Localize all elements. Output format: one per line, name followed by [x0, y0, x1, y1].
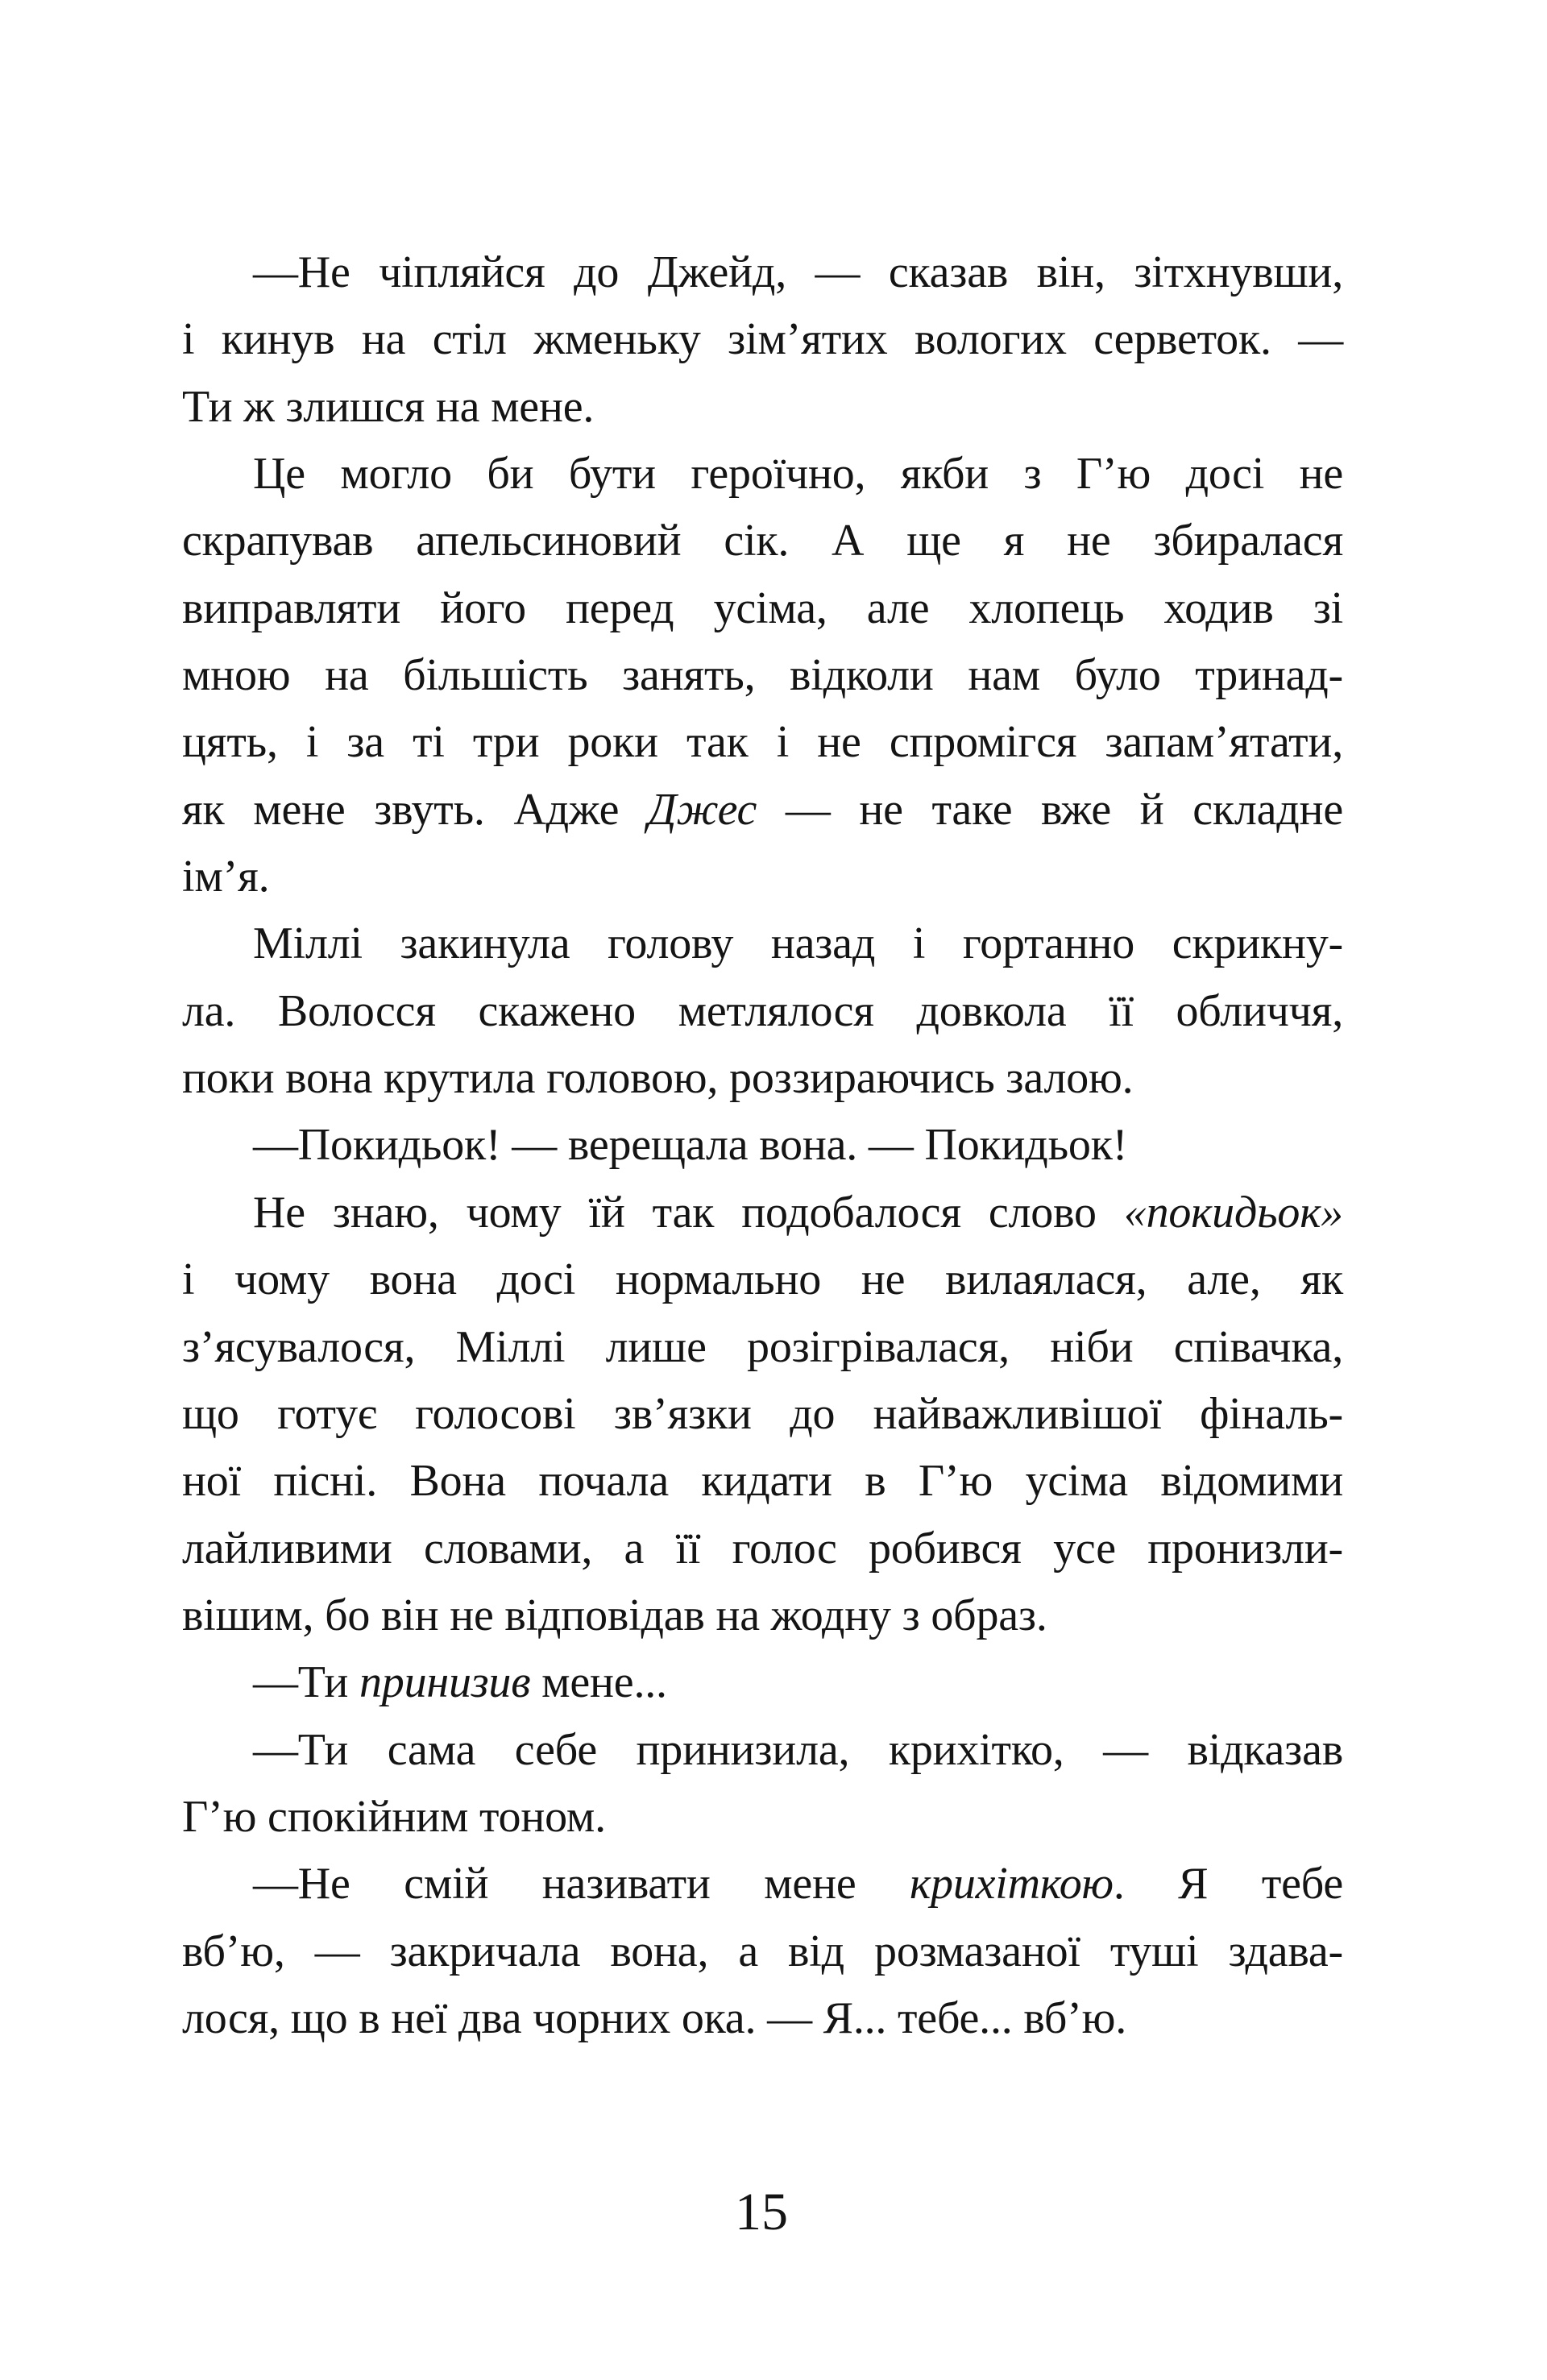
text-segment: вішим, бо він не відповідав на жодну з образ. [182, 1590, 1047, 1640]
text-line [182, 1717, 1343, 1784]
text-segment: скрапував апельсиновий сік. А ще я не збиралася [182, 516, 1343, 566]
text-segment: — не таке вже й складне [757, 784, 1343, 835]
text-line [182, 306, 1343, 373]
text-line [182, 1045, 1343, 1112]
text-segment: Г’ю спокійним тоном. [182, 1791, 606, 1842]
text-segment: як мене звуть. Адже [182, 784, 649, 835]
text-segment: —Ти [253, 1657, 359, 1708]
text-line [182, 1448, 1343, 1515]
text-line [182, 1582, 1343, 1649]
text-segment: Це могло би бути героїчно, якби з Г’ю досі не [253, 449, 1343, 500]
text-segment: —Покидьок! — верещала вона. — Покидьок! [253, 1120, 1128, 1171]
text-line [182, 1515, 1343, 1582]
text-line [182, 1112, 1343, 1179]
text-line [182, 1246, 1343, 1313]
text-line [182, 1381, 1343, 1448]
text-line [182, 910, 1343, 977]
text-segment: Не знаю, чому їй так подобалося слово [253, 1187, 1124, 1238]
text-segment: поки вона крутила головою, роззираючись залою. [182, 1053, 1134, 1104]
text-line [182, 1784, 1343, 1851]
text-segment: що готує голосові зв’язки до найважливішої фіналь- [182, 1388, 1343, 1439]
text-segment: —Не смій називати мене [253, 1859, 910, 1909]
text-line [182, 1180, 1343, 1246]
text-segment: ла. Волосся скажено метлялося довкола її обличчя, [182, 985, 1343, 1036]
text-line [182, 1918, 1343, 1985]
italic-text: принизив [359, 1657, 531, 1708]
text-line [182, 844, 1343, 910]
text-segment: —Ти сама себе принизила, крихітко, — відказав [253, 1724, 1343, 1775]
text-line [182, 575, 1343, 642]
text-line [182, 978, 1343, 1045]
body-text [182, 239, 1343, 2052]
text-line [182, 1851, 1343, 1918]
text-segment: виправляти його перед усіма, але хлопець ходив зі [182, 583, 1343, 633]
text-segment: і чому вона досі нормально не вилаялася, але, як [182, 1254, 1343, 1305]
text-segment: з’ясувалося, Міллі лише розігрівалася, ніби співачка, [182, 1321, 1343, 1372]
page-number: 15 [735, 2183, 788, 2241]
text-segment: ної пісні. Вона почала кидати в Г’ю усіма відомими [182, 1456, 1343, 1507]
text-segment: і кинув на стіл жменьку зім’ятих вологих серветок. — [182, 314, 1343, 365]
text-line [182, 709, 1343, 776]
text-line [182, 508, 1343, 574]
text-segment: лайливими словами, а її голос робився усе пронизли- [182, 1523, 1343, 1574]
text-segment: вб’ю, — закричала вона, а від розмазаної туші здава- [182, 1926, 1343, 1976]
italic-text: крихіткою [910, 1859, 1114, 1909]
text-line [182, 1985, 1343, 2052]
text-segment: . Я тебе [1113, 1859, 1343, 1909]
text-line [182, 441, 1343, 508]
text-line [182, 374, 1343, 441]
text-line [182, 239, 1343, 306]
text-segment: —Не чіпляйся до Джейд, — сказав він, зітхнувши, [253, 247, 1343, 297]
text-line [182, 642, 1343, 709]
text-segment: Міллі закинула голову назад і гортанно скрикну- [253, 918, 1343, 969]
text-segment: мною на більшість занять, відколи нам було тринад- [182, 650, 1343, 701]
italic-text: Джес [648, 784, 757, 835]
text-line [182, 777, 1343, 844]
text-line [182, 1314, 1343, 1381]
text-segment: мене... [530, 1657, 667, 1708]
text-segment: Ти ж злишся на мене. [182, 381, 595, 432]
text-segment: цять, і за ті три роки так і не спромігся запам’ятати, [182, 717, 1343, 768]
text-segment: лося, що в неї два чорних ока. — Я... тебе... вб’ю. [182, 1992, 1127, 2043]
text-segment: ім’я. [182, 852, 270, 902]
italic-text: «покидьок» [1123, 1187, 1343, 1238]
text-line [182, 1649, 1343, 1716]
